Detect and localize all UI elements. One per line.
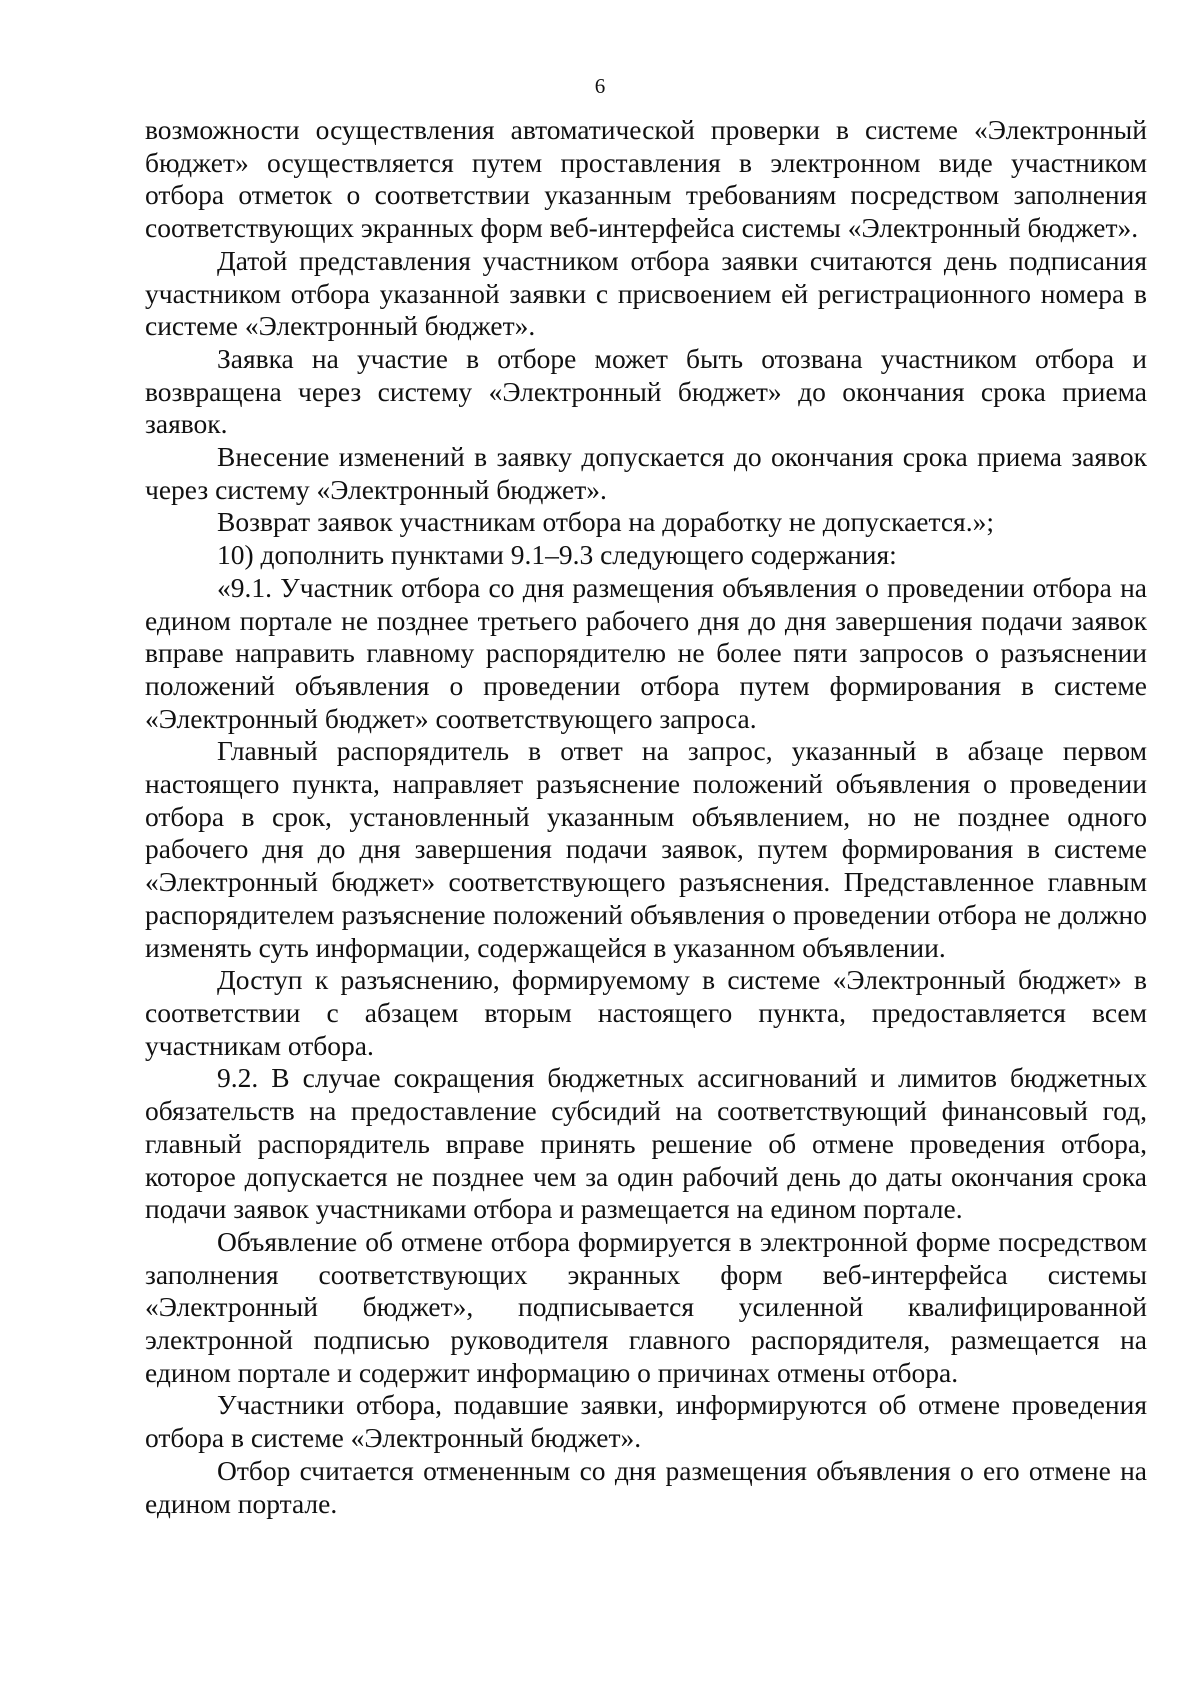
paragraph: Объявление об отмене отбора формируется в электронной форме посредством заполнения соответствующих экранных форм веб-интерфейса системы «Электронный бюджет», подписывается усиленной квалифицированной электронной подписью руководителя главного распорядителя, размещается на едином портале и содержит информацию о причинах отмены отбора. (145, 1225, 1147, 1388)
document-body (145, 114, 1147, 1520)
paragraph: Внесение изменений в заявку допускается до окончания срока приема заявок через систему «Электронный бюджет». (145, 441, 1147, 505)
paragraph: 9.2. В случае сокращения бюджетных ассигнований и лимитов бюджетных обязательств на предоставление субсидий на соответствующий финансовый год, главный распорядитель вправе принять решение об отмене проведения отбора, которое допускается не позднее чем за один рабочий день до даты окончания срока подачи заявок участниками отбора и размещается на едином портале. (145, 1062, 1147, 1225)
paragraph: Отбор считается отмененным со дня размещения объявления о его отмене на едином портале. (145, 1454, 1147, 1519)
page-number: 6 (594, 74, 606, 98)
paragraph: Датой представления участником отбора заявки считаются день подписания участником отбора указанной заявки с присвоением ей регистрационного номера в системе «Электронный бюджет». (145, 244, 1147, 342)
paragraph: Заявка на участие в отборе может быть отозвана участником отбора и возвращена через систему «Электронный бюджет» до окончания срока приема заявок. (145, 342, 1147, 440)
paragraph: 10) дополнить пунктами 9.1–9.3 следующего содержания: (217, 539, 897, 571)
paragraph: Возврат заявок участникам отбора на доработку не допускается.»; (217, 506, 994, 538)
paragraph: возможности осуществления автоматической проверки в системе «Электронный бюджет» осуществляется путем проставления в электронном виде участником отбора отметок о соответствии указанным требованиям посредством заполнения соответствующих экранных форм веб-интерфейса системы «Электронный бюджет». (145, 114, 1147, 244)
paragraph: Участники отбора, подавшие заявки, информируются об отмене проведения отбора в системе «Электронный бюджет». (145, 1389, 1147, 1454)
paragraph: Доступ к разъяснению, формируемому в системе «Электронный бюджет» в соответствии с абзацем вторым настоящего пункта, предоставляется всем участникам отбора. (145, 964, 1147, 1061)
paragraph: «9.1. Участник отбора со дня размещения объявления о проведении отбора на едином портале не позднее третьего рабочего дня до дня завершения подачи заявок вправе направить главному распорядителю не более пяти запросов о разъяснении положений объявления о проведении отбора путем формирования в системе «Электронный бюджет» соответствующего запроса. (145, 571, 1147, 734)
paragraph: Главный распорядитель в ответ на запрос, указанный в абзаце первом настоящего пункта, направляет разъяснение положений объявления о проведении отбора в срок, установленный указанным объявлением, но не позднее одного рабочего дня до дня завершения подачи заявок, путем формирования в системе «Электронный бюджет» соответствующего разъяснения. Представленное главным распорядителем разъяснение положений объявления о проведении отбора не должно изменять суть информации, содержащейся в указанном объявлении. (145, 735, 1147, 963)
